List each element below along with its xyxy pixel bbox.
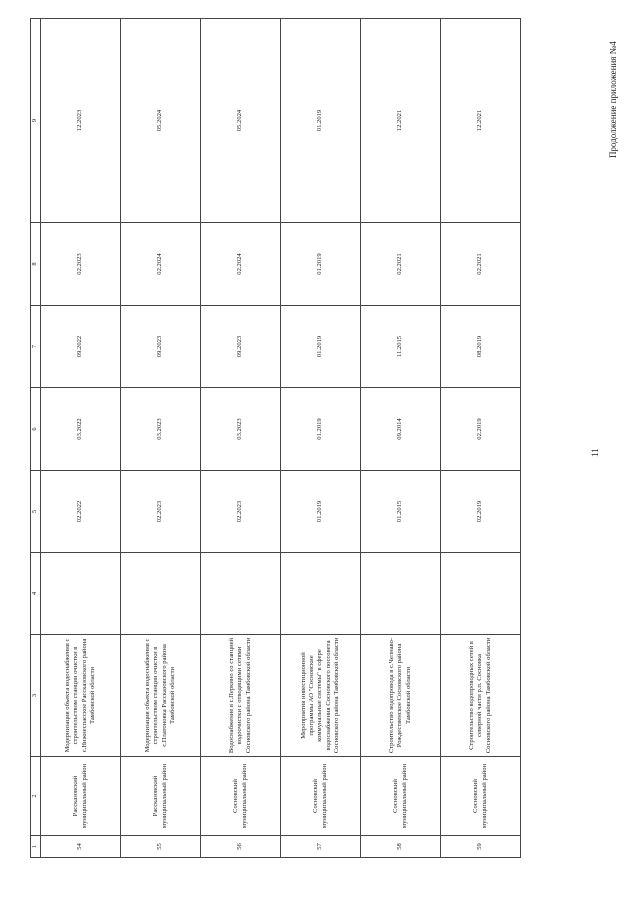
date-cell: 02.2021: [361, 223, 441, 306]
col-number-3: 3: [31, 635, 41, 757]
col-number-9: 9: [31, 19, 41, 223]
date-cell: 12.2023: [41, 19, 121, 223]
date-cell: 08.2019: [441, 306, 521, 388]
date-cell: 11.2015: [361, 306, 441, 388]
col-number-2: 2: [31, 757, 41, 836]
empty-cell: [361, 553, 441, 635]
date-cell: 09.2022: [41, 306, 121, 388]
date-cell: 03.2022: [41, 388, 121, 471]
date-cell: 09.2023: [121, 306, 201, 388]
date-cell: 02.2023: [41, 223, 121, 306]
row-number: 59: [441, 836, 521, 858]
date-cell: 12.2021: [441, 19, 521, 223]
district-cell: Рассказовский муниципальный район: [121, 757, 201, 836]
date-cell: 01.2019: [281, 306, 361, 388]
page-number: 11: [590, 448, 600, 457]
table-row: [41, 19, 121, 858]
date-cell: 01.2019: [281, 19, 361, 223]
row-number: 56: [201, 836, 281, 858]
date-cell: 02.2023: [201, 471, 281, 553]
date-cell: 01.2019: [281, 388, 361, 471]
table-row: [201, 19, 281, 858]
date-cell: 01.2019: [281, 471, 361, 553]
col-number-6: 6: [31, 388, 41, 471]
district-cell: Сосновский муниципальный район: [361, 757, 441, 836]
date-cell: 03.2023: [121, 388, 201, 471]
district-cell: Сосновский муниципальный район: [281, 757, 361, 836]
column-number-row: [31, 19, 41, 858]
row-number: 55: [121, 836, 201, 858]
date-cell: 02.2019: [441, 388, 521, 471]
date-cell: 02.2022: [41, 471, 121, 553]
object-cell: Строительство водопроводных сетей в северной части р.п. Сосновка Сосновского района Тамбовской области: [441, 635, 521, 757]
col-number-7: 7: [31, 306, 41, 388]
col-number-8: 8: [31, 223, 41, 306]
date-cell: 09.2014: [361, 388, 441, 471]
empty-cell: [441, 553, 521, 635]
table-row: [441, 19, 521, 858]
date-cell: 05.2024: [201, 19, 281, 223]
object-cell: Модернизация объекта водоснабжения с строительством станции очистки в с.Платоновка Рассказовского района Тамбовской области: [121, 635, 201, 757]
col-number-5: 5: [31, 471, 41, 553]
date-cell: 05.2024: [121, 19, 201, 223]
empty-cell: [281, 553, 361, 635]
object-cell: Модернизация объекта водоснабжения с строительством станции очистки в с.Нижнеспасское Рассказовского района Тамбовской области: [41, 635, 121, 757]
empty-cell: [121, 553, 201, 635]
object-cell: Мероприятия инвестиционной программы АО "Сосновские коммунальные системы" в сфере водоснабжения Сосновского поссовета Сосновского района Тамбовской области: [281, 635, 361, 757]
date-cell: 12.2021: [361, 19, 441, 223]
district-cell: Сосновский муниципальный район: [441, 757, 521, 836]
empty-cell: [41, 553, 121, 635]
date-cell: 09.2023: [201, 306, 281, 388]
table-row: [361, 19, 441, 858]
date-cell: 02.2023: [121, 471, 201, 553]
table-row: [281, 19, 361, 858]
row-number: 58: [361, 836, 441, 858]
appendix-caption: Продолжение приложения №4: [608, 41, 618, 158]
col-number-4: 4: [31, 553, 41, 635]
object-cell: Строительство водопровода в с.Челнаво-Рождественское Сосновского района Тамбовской области: [361, 635, 441, 757]
date-cell: 02.2021: [441, 223, 521, 306]
district-cell: Сосновский муниципальный район: [201, 757, 281, 836]
empty-cell: [201, 553, 281, 635]
date-cell: 03.2023: [201, 388, 281, 471]
date-cell: 02.2024: [121, 223, 201, 306]
district-cell: Рассказовский муниципальный район: [41, 757, 121, 836]
row-number: 54: [41, 836, 121, 858]
date-cell: 01.2019: [281, 223, 361, 306]
schedule-table: [30, 18, 521, 858]
date-cell: 02.2019: [441, 471, 521, 553]
row-number: 57: [281, 836, 361, 858]
date-cell: 01.2015: [361, 471, 441, 553]
object-cell: Водоснабжение в с.Перкино со станцией водоочистки с отводящими сетями Сосновского района Тамбовской области: [201, 635, 281, 757]
col-number-1: 1: [31, 836, 41, 858]
date-cell: 02.2024: [201, 223, 281, 306]
table-row: [121, 19, 201, 858]
